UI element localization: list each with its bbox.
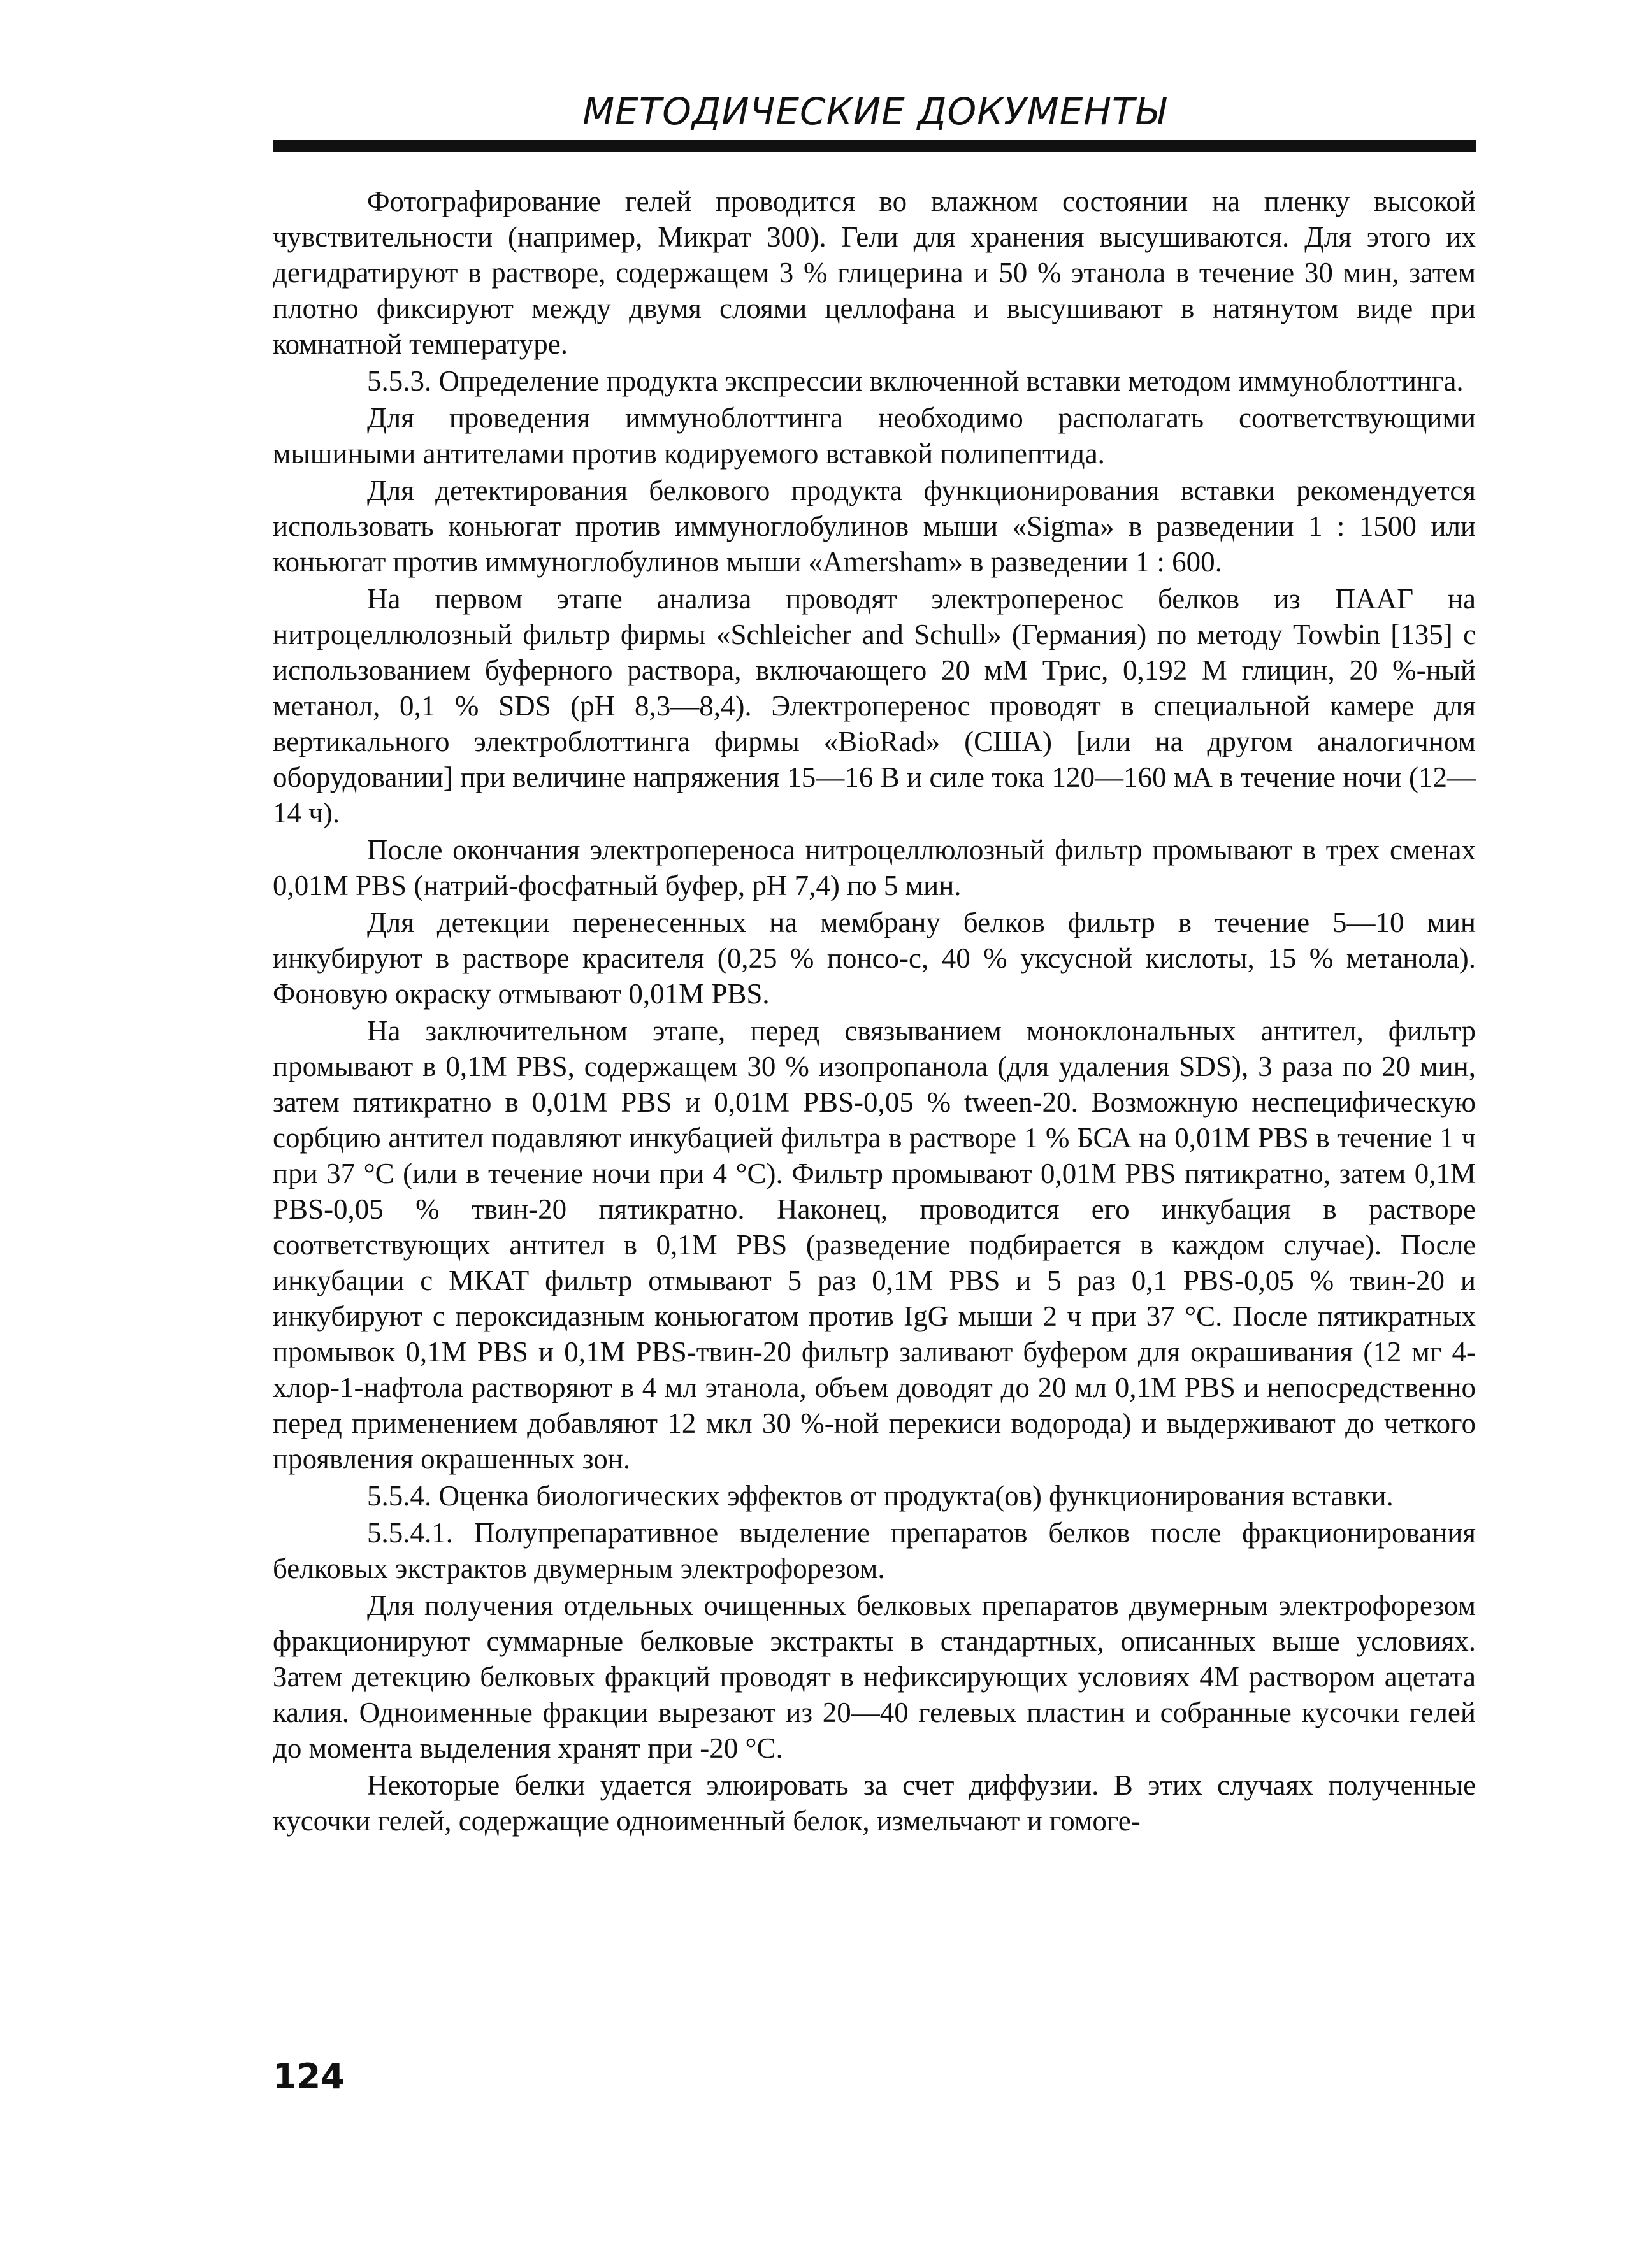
paragraph: Для проведения иммуноблоттинга необходимо располагать соответствующими мышиными антителами против кодируемого вставкой полипептида. [273,402,1476,470]
paragraph: Для детектирования белкового продукта функционирования вставки рекомендуется использовать коньюгат против иммуноглобулинов мыши «Sigma» в разведении 1 : 1500 или коньюгат против иммуноглобулинов мыши «Amersham» в разведении 1 : 600. [273,475,1476,578]
section-heading-5-5-4-1: 5.5.4.1. Полупрепаративное выделение препаратов белков после фракционирования белковых экстрактов двумерным электрофорезом. [273,1517,1476,1584]
body-text [273,183,1476,1840]
running-header [273,82,1476,152]
section-heading-5-5-4: 5.5.4. Оценка биологических эффектов от продукта(ов) функционирования вставки. [367,1480,1394,1512]
page-number: 124 [273,2056,345,2097]
paragraph: После окончания электропереноса нитроцеллюлозный фильтр промывают в трех сменах 0,01M PBS (натрий-фосфатный буфер, pH 7,4) по 5 мин. [273,834,1476,901]
header-rule [273,140,1476,152]
paragraph: Для детекции перенесенных на мембрану белков фильтр в течение 5—10 мин инкубируют в растворе красителя (0,25 % понсо-с, 40 % уксусной кислоты, 15 % метанола). Фоновую окраску отмывают 0,01M PBS. [273,907,1476,1010]
paragraph: На заключительном этапе, перед связыванием моноклональных антител, фильтр промывают в 0,1M PBS, содержащем 30 % изопропанола (для удаления SDS), 3 раза по 20 мин, затем пятикратно в 0,01M PBS и 0,01M PBS-0,05 % tween-20. Возможную неспецифическую сорбцию антител подавляют инкубацией фильтра в растворе 1 % БСА на 0,01M PBS в течение 1 ч при 37 °С (или в течение ночи при 4 °С). Фильтр промывают 0,01M PBS пятикратно, затем 0,1M PBS-0,05 % твин-20 пятикратно. Наконец, проводится его инкубация в растворе соответствующих антител в 0,1M PBS (разведение подбирается в каждом случае). После инкубации с МКАТ фильтр отмывают 5 раз 0,1M PBS и 5 раз 0,1 PBS-0,05 % твин-20 и инкубируют с пероксидазным коньюгатом против IgG мыши 2 ч при 37 °С. После пятикратных промывок 0,1M PBS и 0,1M PBS-твин-20 фильтр заливают буфером для окрашивания (12 мг 4-хлор-1-нафтола растворяют в 4 мл этанола, объем доводят до 20 мл 0,1M PBS и непосредственно перед применением добавляют 12 мкл 30 %-ной перекиси водорода) и выдерживают до четкого проявления окрашенных зон. [273,1015,1476,1475]
header-title: МЕТОДИЧЕСКИЕ ДОКУМЕНТЫ [582,90,1166,133]
paragraph: Фотографирование гелей проводится во влажном состоянии на пленку высокой чувствительности (например, Микрат 300). Гели для хранения высушиваются. Для этого их дегидратируют в растворе, содержащем 3 % глицерина и 50 % этанола в течение 30 мин, затем плотно фиксируют между двумя слоями целлофана и высушивают в натянутом виде при комнатной температуре. [273,185,1476,360]
section-heading-5-5-3: 5.5.3. Определение продукта экспрессии включенной вставки методом иммуноблоттинга. [367,365,1464,397]
paragraph: Некоторые белки удается элюировать за счет диффузии. В этих случаях полученные кусочки гелей, содержащие одноименный белок, измельчают и гомоге- [273,1769,1476,1837]
paragraph: Для получения отдельных очищенных белковых препаратов двумерным электрофорезом фракционируют суммарные белковые экстракты в стандартных, описанных выше условиях. Затем детекцию белковых фракций проводят в нефиксирующих условиях 4М раствором ацетата калия. Одноименные фракции вырезают из 20—40 гелевых пластин и собранные кусочки гелей до момента выделения хранят при -20 °С. [273,1590,1476,1764]
paragraph: На первом этапе анализа проводят электроперенос белков из ПААГ на нитроцеллюлозный фильтр фирмы «Schleicher and Schull» (Германия) по методу Towbin [135] с использованием буферного раствора, включающего 20 мМ Трис, 0,192 М глицин, 20 %-ный метанол, 0,1 % SDS (pH 8,3—8,4). Электроперенос проводят в специальной камере для вертикального электроблоттинга фирмы «BioRad» (США) [или на другом аналогичном оборудовании] при величине напряжения 15—16 В и силе тока 120—160 мА в течение ночи (12—14 ч). [273,583,1476,829]
